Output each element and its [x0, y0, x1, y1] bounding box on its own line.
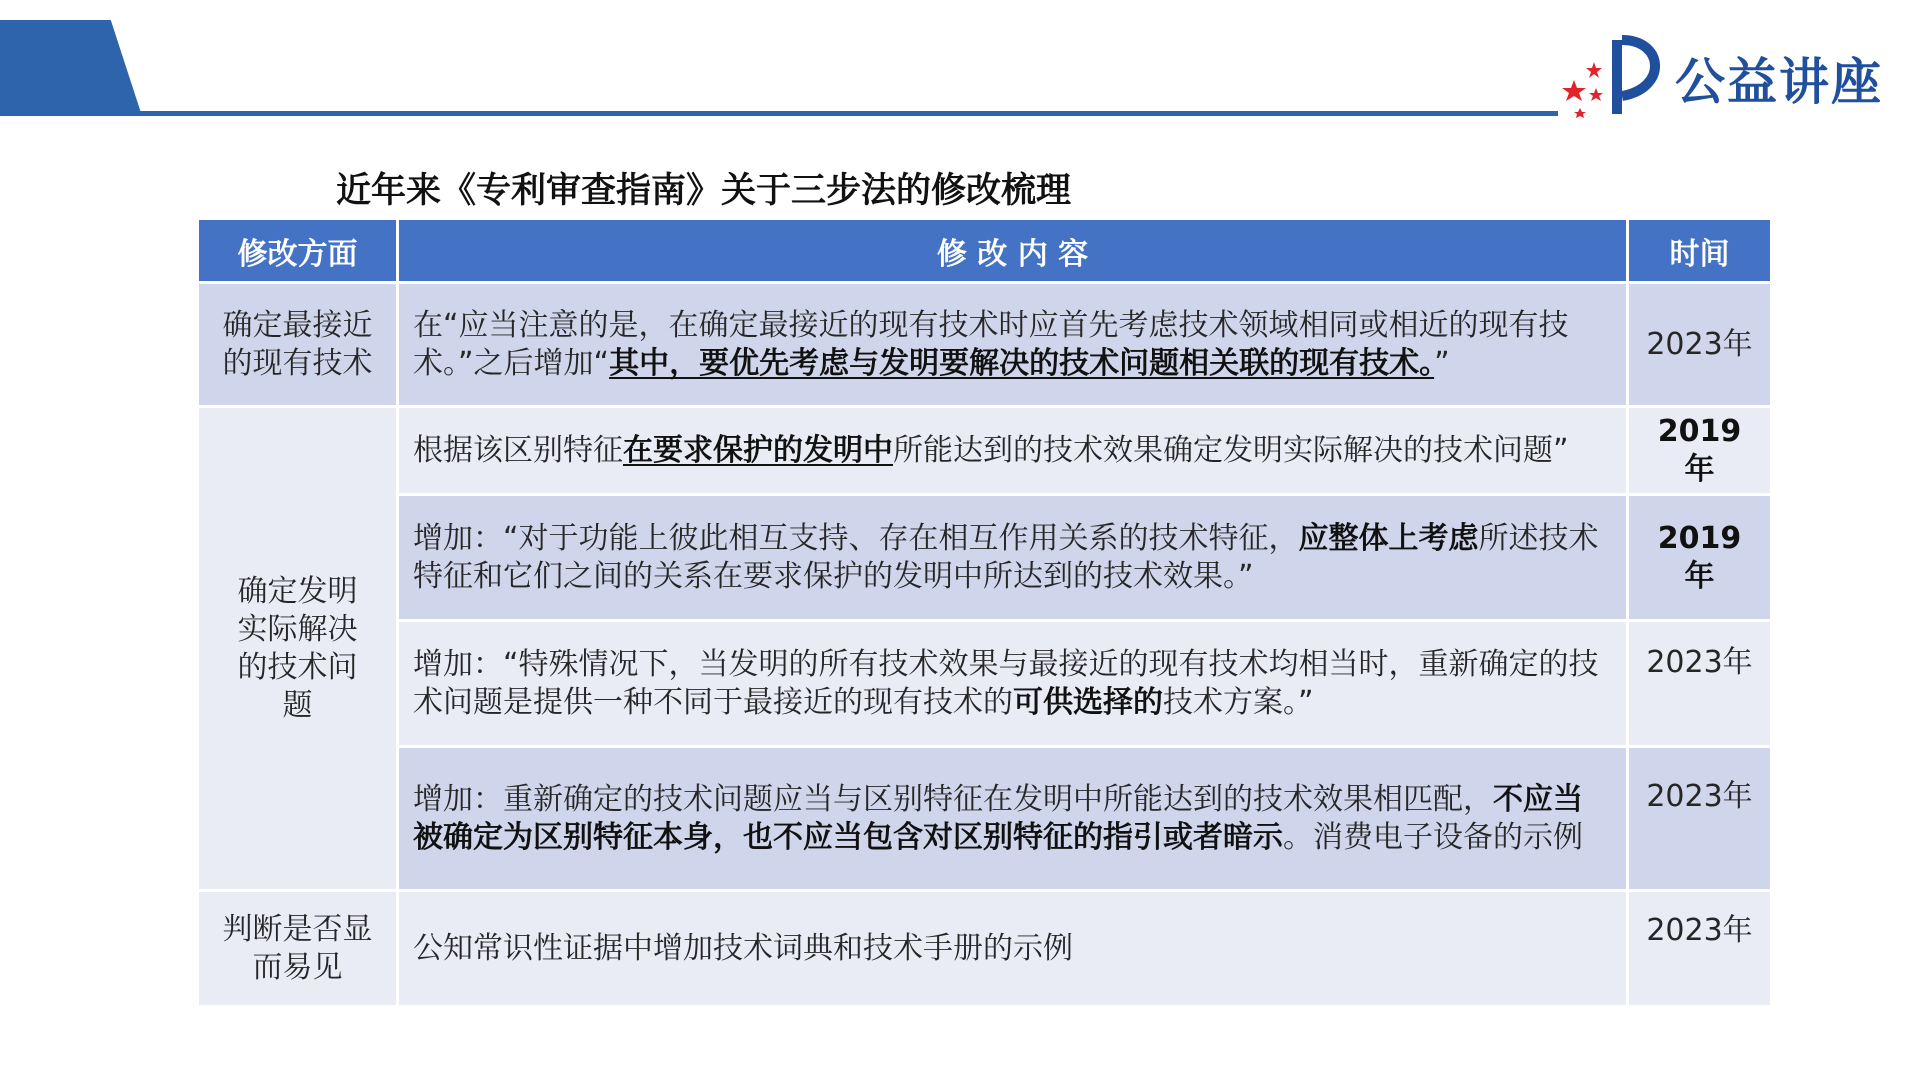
content-cell [398, 621, 1628, 747]
content-cell [398, 407, 1628, 495]
header-accent-tab [0, 20, 142, 116]
content-text: 增加：重新确定的技术问题应当与区别特征在发明中所能达到的技术效果相匹配， [413, 781, 1493, 817]
patent-logo-icon [1560, 32, 1670, 118]
content-text: 。消费电子设备的示例 [1283, 819, 1583, 855]
content-cell [398, 495, 1628, 621]
time-cell: 2019年 [1628, 495, 1772, 621]
brand-logo [1560, 32, 1910, 118]
content-text: 技术方案。” [1163, 684, 1314, 720]
aspect-cell [198, 283, 398, 407]
brand-name: 公益讲座 [1675, 53, 1883, 111]
aspect-label: 确定最接近的现有技术 [222, 307, 373, 381]
page-title: 近年来《专利审查指南》关于三步法的修改梳理 [336, 171, 1072, 211]
content-text: 所能达到的技术效果确定发明实际解决的技术问题” [893, 432, 1569, 468]
column-header-time: 时间 [1628, 219, 1772, 283]
content-emphasis: 其中，要优先考虑与发明要解决的技术问题相关联的现有技术。 [609, 345, 1435, 381]
header-rule [0, 111, 1558, 116]
table-row [198, 621, 1772, 747]
time-cell: 2023年 [1628, 747, 1772, 891]
content-cell [398, 891, 1628, 1007]
table-row [198, 495, 1772, 621]
time-cell: 2023年 [1628, 283, 1772, 407]
content-text: 增加：“对于功能上彼此相互支持、存在相互作用关系的技术特征， [413, 520, 1299, 556]
content-text: 在“应当注意的是，在确定最接近的现有技术时应首先考虑技术领域相同或相近的现有技术。”之后增加“ [413, 307, 1569, 381]
aspect-cell [198, 407, 398, 891]
table-row [198, 747, 1772, 891]
column-header-content: 修 改 内 容 [398, 219, 1628, 283]
content-emphasis: 在要求保护的发明中 [623, 432, 893, 468]
column-header-aspect: 修改方面 [198, 219, 398, 283]
aspect-label: 确定发明实际解决的技术问题 [237, 573, 358, 723]
content-emphasis: 应整体上考虑 [1298, 520, 1479, 556]
content-emphasis: 不应当被确定为区别特征本身，也不应当包含对区别特征的指引或者暗示 [413, 781, 1583, 855]
time-cell: 2023年 [1628, 621, 1772, 747]
aspect-label: 判断是否显而易见 [222, 911, 373, 985]
time-cell: 2023年 [1628, 891, 1772, 1007]
table-row [198, 407, 1772, 495]
content-text: 增加：“特殊情况下，当发明的所有技术效果与最接近的现有技术均相当时，重新确定的技术问题是提供一种不同于最接近的现有技术的 [413, 646, 1599, 720]
content-cell [398, 747, 1628, 891]
aspect-cell [198, 891, 398, 1007]
content-text: ” [1434, 345, 1450, 381]
content-text: 根据该区别特征 [413, 432, 623, 468]
table-row [198, 891, 1772, 1007]
time-cell: 2019年 [1628, 407, 1772, 495]
table-header-row [198, 219, 1772, 283]
content-text: 公知常识性证据中增加技术词典和技术手册的示例 [413, 930, 1073, 966]
content-cell [398, 283, 1628, 407]
content-emphasis: 可供选择的 [1013, 684, 1163, 720]
table-row [198, 283, 1772, 407]
revision-table [196, 217, 1773, 1008]
content-text: 所述技术特征和它们之间的关系在要求保护的发明中所达到的技术效果。” [413, 520, 1599, 594]
